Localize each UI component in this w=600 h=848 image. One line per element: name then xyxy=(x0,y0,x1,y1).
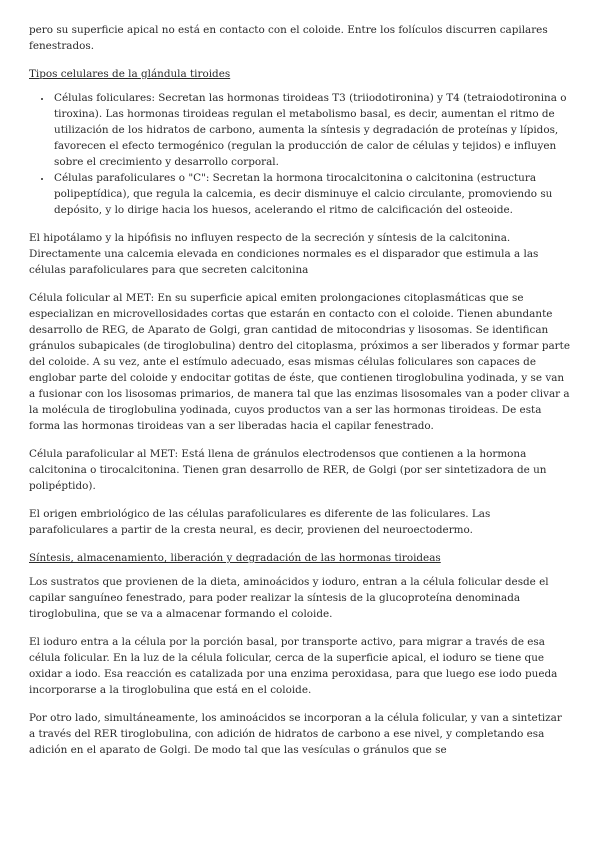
paragraph-embryology: El origen embriológico de las células parafoliculares es diferente de las foliculares. Las parafoliculares a partir de la cresta neural, es decir, provienen del neuroectodermo. xyxy=(29,508,491,536)
paragraph-calcitonin-regulation: El hipotálamo y la hipófisis no influyen respecto de la secreción y síntesis de la calcitonina. Directamente una calcemia elevada en condiciones normales es el disparador que estimula a las células parafoliculares para que secreten calcitonina xyxy=(29,232,539,276)
paragraph-iodide: El ioduro entra a la célula por la porción basal, por transporte activo, para migrar a través de esa célula folicular. En la luz de la célula folicular, cerca de la superficie apical, el ioduro se tiene que oxidar a iodo. Esa reacción es catalizada por una enzima peroxidasa, para que luego ese iodo pueda incorporarse a la tiroglobulina que está en el coloide. xyxy=(29,636,558,696)
paragraph-follicular-met: Célula folicular al MET: En su superficie apical emiten prolongaciones citoplasmáticas que se especializan en microvellosidades cortas que estarán en contacto con el coloide. Tienen abundante desarrollo de REG, de Aparato de Golgi, gran cantidad de mitocondrias y lisosomas. Se identifican gránulos subapicales (de tiroglobulina) dentro del citoplasma, próximos a ser liberados y formar parte del coloide. A su vez, ante el estímulo adecuado, esas mismas células foliculares son capaces de englobar parte del coloide y endocitar gotitas de éste, que contienen tiroglobulina yodinada, y se van a fusionar con los lisosomas primarios, de manera tal que las enzimas lisosomales van a poder clivar a la molécula de tiroglobulina yodinada, cuyos productos van a ser las hormonas tiroideas. De esta forma las hormonas tiroideas van a ser liberadas hacia el capilar fenestrado. xyxy=(29,292,570,432)
section-heading-synthesis: Síntesis, almacenamiento, liberación y degradación de las hormonas tiroideas xyxy=(29,552,441,564)
list-item-follicular-cells: • Células foliculares: Secretan las hormonas tiroideas T3 (triiodotironina) y T4 (tetraiodotironina o tiroxina). Las hormonas tiroideas regulan el metabolismo basal, es decir, aumentan el ritmo de utilización de los hidratos de carbono, aumenta la síntesis y degradación de proteínas y lípidos, favorecen el efecto termogénico (regulan la producción de calor de células y tejidos) e influyen sobre el crecimiento y desarrollo corporal. xyxy=(52,90,571,170)
section-heading-cell-types: Tipos celulares de la glándula tiroides xyxy=(29,68,231,80)
paragraph-substrates: Los sustratos que provienen de la dieta, aminoácidos y ioduro, entran a la célula folicular desde el capilar sanguíneo fenestrado, para poder realizar la síntesis de la glucoproteína denominada tiroglobulina, que se va a almacenar formando el coloide. xyxy=(29,576,549,620)
paragraph-amino-acids: Por otro lado, simultáneamente, los aminoácidos se incorporan a la célula folicular, y van a sintetizar a través del RER tiroglobulina, con adición de hidratos de carbono a ese nivel, y completando esa adición en el aparato de Golgi. De modo tal que las vesículas o gránulos que se xyxy=(29,712,562,756)
paragraph-parafollicular-met: Célula parafolicular al MET: Está llena de gránulos electrodensos que contienen a la hormona calcitonina o tirocalcitonina. Tienen gran desarrollo de RER, de Golgi (por ser sintetizadora de un polipéptido). xyxy=(29,448,547,492)
cell-types-list xyxy=(29,90,571,218)
list-item-parafollicular-cells: • Células parafoliculares o "C": Secretan la hormona tirocalcitonina o calcitonina (estructura polipeptídica), que regula la calcemia, es decir disminuye el calcio circulante, promoviendo su depósito, y lo dirige hacia los huesos, acelerando el ritmo de calcificación del osteoide. xyxy=(52,170,571,218)
intro-continuation: pero su superficie apical no está en contacto con el coloide. Entre los folículos discurren capilares fenestrados. xyxy=(29,24,548,52)
